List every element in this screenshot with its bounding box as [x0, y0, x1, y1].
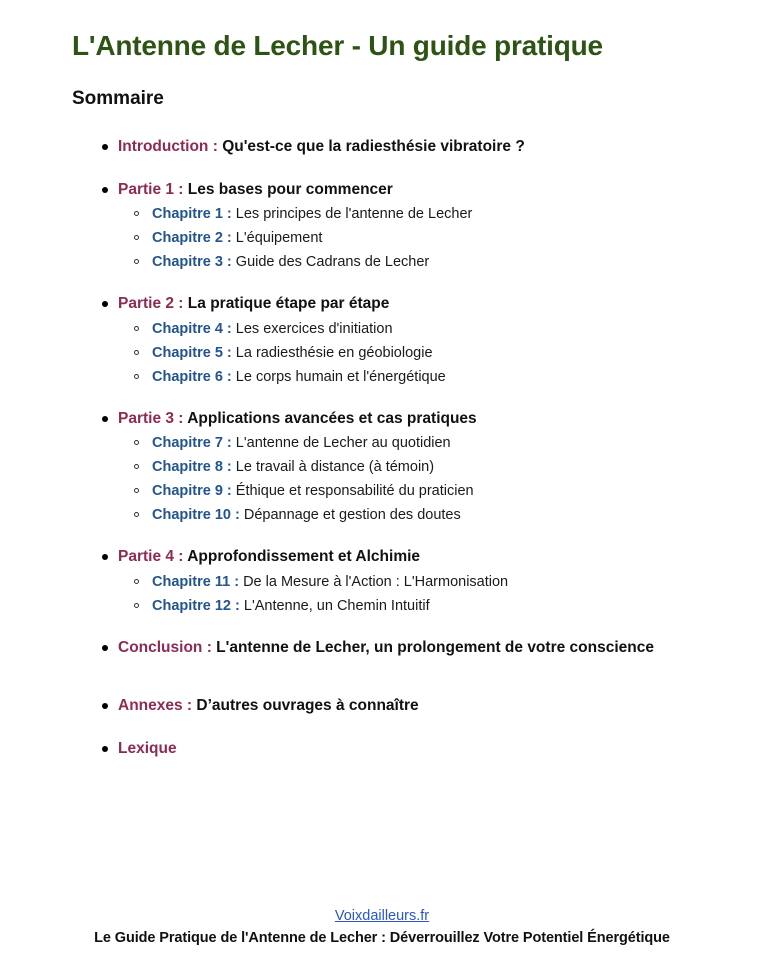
chapter-entry[interactable] — [118, 342, 724, 364]
chapter-entry[interactable] — [118, 595, 724, 617]
chapter-label: Chapitre 10 : — [152, 507, 240, 524]
chapter-label: Chapitre 12 : — [152, 597, 240, 614]
toc-entry-label: Introduction : — [118, 138, 218, 156]
chapter-entry[interactable] — [118, 251, 724, 273]
chapter-text: Les exercices d'initiation — [235, 320, 393, 337]
toc-entry[interactable] — [40, 408, 724, 527]
bullet-disc-icon — [102, 144, 108, 150]
bullet-disc-icon — [102, 703, 108, 709]
bullet-disc-icon — [102, 746, 108, 752]
chapter-label: Chapitre 9 : — [152, 483, 232, 500]
toc-entry[interactable] — [40, 637, 724, 659]
toc-entry-label: Partie 4 : — [118, 548, 184, 566]
toc-entry-text: D’autres ouvrages à connaître — [196, 697, 419, 715]
bullet-disc-icon — [102, 554, 108, 560]
toc-entry[interactable] — [40, 293, 724, 388]
toc-entry-label: Partie 3 : — [118, 409, 184, 427]
chapter-list — [118, 318, 724, 388]
toc-entry[interactable] — [40, 695, 724, 717]
bullet-circle-icon — [134, 374, 139, 379]
chapter-text: Éthique et responsabilité du praticien — [235, 483, 474, 500]
chapter-text: Les principes de l'antenne de Lecher — [235, 206, 473, 223]
chapter-label: Chapitre 3 : — [152, 254, 232, 271]
bullet-circle-icon — [134, 259, 139, 264]
toc-entry-text: Les bases pour commencer — [187, 180, 393, 198]
page-title: L'Antenne de Lecher - Un guide pratique — [72, 30, 603, 61]
toc-entry[interactable] — [40, 546, 724, 617]
bullet-circle-icon — [134, 488, 139, 493]
chapter-label: Chapitre 5 : — [152, 344, 232, 361]
chapter-entry[interactable] — [118, 203, 724, 225]
chapter-entry[interactable] — [118, 480, 724, 502]
chapter-label: Chapitre 6 : — [152, 368, 232, 385]
chapter-text: Guide des Cadrans de Lecher — [235, 254, 430, 271]
chapter-text: L'antenne de Lecher au quotidien — [235, 435, 451, 452]
table-of-contents — [40, 110, 724, 760]
toc-entry[interactable] — [40, 738, 724, 760]
chapter-entry[interactable] — [118, 318, 724, 340]
section-heading-sommaire: Sommaire — [72, 88, 164, 110]
bullet-circle-icon — [134, 211, 139, 216]
chapter-label: Chapitre 2 : — [152, 230, 232, 247]
toc-entry-text: Applications avancées et cas pratiques — [187, 409, 477, 427]
chapter-entry[interactable] — [118, 571, 724, 593]
chapter-text: De la Mesure à l'Action : L'Harmonisation — [243, 573, 509, 590]
page-footer — [0, 907, 764, 946]
chapter-text: Le travail à distance (à témoin) — [235, 459, 435, 476]
chapter-entry[interactable] — [118, 432, 724, 454]
chapter-text: Dépannage et gestion des doutes — [243, 507, 461, 524]
bullet-circle-icon — [134, 326, 139, 331]
toc-entry-label: Partie 2 : — [118, 295, 184, 313]
footer-site-link[interactable]: Voixdailleurs.fr — [334, 908, 430, 924]
bullet-disc-icon — [102, 301, 108, 307]
chapter-list — [118, 432, 724, 526]
toc-entry-label: Annexes : — [118, 697, 193, 715]
bullet-circle-icon — [134, 579, 139, 584]
bullet-circle-icon — [134, 512, 139, 517]
bullet-disc-icon — [102, 416, 108, 422]
chapter-entry[interactable] — [118, 227, 724, 249]
chapter-entry[interactable] — [118, 456, 724, 478]
toc-entry-text: La pratique étape par étape — [187, 295, 390, 313]
toc-entry-label: Partie 1 : — [118, 180, 184, 198]
bullet-circle-icon — [134, 235, 139, 240]
bullet-circle-icon — [134, 464, 139, 469]
bullet-circle-icon — [134, 440, 139, 445]
chapter-text: La radiesthésie en géobiologie — [235, 344, 433, 361]
toc-entry[interactable] — [40, 136, 724, 158]
chapter-text: Le corps humain et l'énergétique — [235, 368, 446, 385]
chapter-text: L'Antenne, un Chemin Intuitif — [243, 597, 430, 614]
chapter-entry[interactable] — [118, 366, 724, 388]
toc-entry-label: Conclusion : — [118, 638, 212, 656]
bullet-disc-icon — [102, 187, 108, 193]
chapter-entry[interactable] — [118, 504, 724, 526]
bullet-circle-icon — [134, 350, 139, 355]
toc-entry-text: L'antenne de Lecher, un prolongement de votre conscience — [216, 638, 654, 656]
chapter-list — [118, 571, 724, 617]
bullet-circle-icon — [134, 603, 139, 608]
toc-entry-label: Lexique — [118, 739, 177, 757]
chapter-list — [118, 203, 724, 273]
chapter-label: Chapitre 4 : — [152, 320, 232, 337]
chapter-text: L'équipement — [235, 230, 323, 247]
chapter-label: Chapitre 8 : — [152, 459, 232, 476]
footer-tagline: Le Guide Pratique de l'Antenne de Lecher : Déverrouillez Votre Potentiel Énergétique — [94, 930, 670, 946]
bullet-disc-icon — [102, 645, 108, 651]
toc-entry-text: Approfondissement et Alchimie — [187, 548, 421, 566]
chapter-label: Chapitre 11 : — [152, 573, 240, 590]
toc-entry-text: Qu'est-ce que la radiesthésie vibratoire ? — [222, 138, 525, 156]
toc-entry[interactable] — [40, 179, 724, 274]
chapter-label: Chapitre 1 : — [152, 206, 232, 223]
chapter-label: Chapitre 7 : — [152, 435, 232, 452]
